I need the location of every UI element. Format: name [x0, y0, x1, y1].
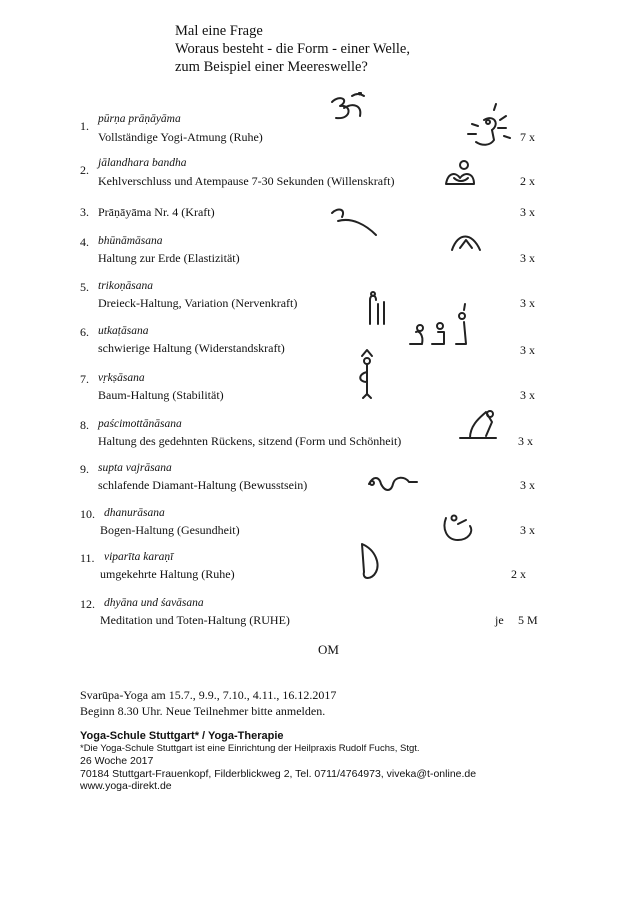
exercise-number: 10. [80, 507, 95, 521]
exercise-number: 9. [80, 462, 89, 476]
bow-figure-icon [440, 512, 480, 546]
exercise-sanskrit: vṛkṣāsana [98, 372, 145, 384]
exercise-sanskrit: utkaṭāsana [98, 325, 149, 337]
exercise-repetitions: 3 x [520, 478, 535, 492]
seated-breathing-figure-icon [454, 100, 520, 160]
exercise-german: umgekehrte Haltung (Ruhe) [100, 567, 235, 581]
seated-figure-icon [440, 158, 480, 190]
exercise-repetitions: 3 x [520, 388, 535, 402]
course-dates-line-1: Svarūpa-Yoga am 15.7., 9.9., 7.10., 4.11., 16.12.2017 [80, 688, 337, 702]
exercise-sanskrit: paścimottānāsana [98, 418, 182, 430]
exercise-repetitions: 3 x [520, 251, 535, 265]
exercise-number: 3. [80, 205, 89, 219]
exercise-german: Bogen-Haltung (Gesundheit) [100, 523, 240, 537]
bending-figure-icon [328, 205, 380, 239]
footer-address: 70184 Stuttgart-Frauenkopf, Filderblickweg 2, Tel. 0711/4764973, viveka@t-online.de [80, 767, 477, 780]
exercise-repetitions: 3 x [520, 296, 535, 310]
exercise-repetitions: 3 x [520, 205, 535, 219]
intro-line-3: zum Beispiel einer Meereswelle? [175, 59, 368, 75]
inverted-figure-icon [356, 540, 386, 584]
exercise-german: Meditation und Toten-Haltung (RUHE) [100, 613, 290, 627]
exercise-german: Dreieck-Haltung, Variation (Nervenkraft) [98, 296, 298, 310]
exercise-sanskrit: trikoṇāsana [98, 280, 153, 292]
footer-website: www.yoga-direkt.de [80, 780, 172, 793]
exercise-german: Baum-Haltung (Stabilität) [98, 388, 224, 402]
exercise-sanskrit: pūrṇa prāṇāyāma [98, 113, 181, 125]
exercise-repetitions: 3 x [520, 343, 535, 357]
exercise-number: 2. [80, 163, 89, 177]
exercise-sanskrit: supta vajrāsana [98, 462, 172, 474]
exercise-number: 8. [80, 418, 89, 432]
standing-figure-icon [364, 290, 390, 326]
exercise-number: 7. [80, 372, 89, 386]
course-dates [80, 687, 336, 719]
om-closing-word: OM [318, 642, 339, 657]
exercise-number: 6. [80, 325, 89, 339]
exercise-repetitions: 2 x [511, 567, 526, 581]
exercise-repetitions: 2 x [520, 174, 535, 188]
exercise-german: Haltung des gedehnten Rückens, sitzend (Form und Schönheit) [98, 434, 402, 448]
exercise-repetitions: 5 M [518, 613, 538, 627]
arch-figure-icon [448, 230, 484, 254]
tree-figure-icon [352, 348, 382, 402]
exercise-german: Prāṇāyāma Nr. 4 (Kraft) [98, 205, 215, 219]
intro-question [175, 22, 410, 76]
exercise-repetitions: 3 x [518, 434, 533, 448]
exercise-german: Haltung zur Erde (Elastizität) [98, 251, 240, 265]
exercise-repetitions-prefix: je [495, 613, 504, 627]
intro-line-2: Woraus besteht - die Form - einer Welle, [175, 41, 410, 57]
exercise-sanskrit: jālandhara bandha [98, 157, 187, 169]
exercise-sanskrit: bhūnāmāsana [98, 235, 163, 247]
exercise-repetitions: 3 x [520, 523, 535, 537]
exercise-german: schlafende Diamant-Haltung (Bewusstsein) [98, 478, 308, 492]
forward-bend-figure-icon [456, 404, 500, 444]
exercise-sanskrit: dhyāna und śavāsana [104, 597, 204, 609]
exercise-repetitions: 7 x [520, 130, 535, 144]
exercise-sanskrit: dhanurāsana [104, 507, 165, 519]
footer-title: Yoga-Schule Stuttgart* / Yoga-Therapie [80, 730, 284, 742]
exercise-number: 12. [80, 597, 95, 611]
exercise-number: 1. [80, 119, 89, 133]
exercise-number: 5. [80, 280, 89, 294]
om-symbol-icon [326, 92, 370, 126]
footer-note: *Die Yoga-Schule Stuttgart ist eine Einrichtung der Heilpraxis Rudolf Fuchs, Stgt. [80, 742, 420, 754]
exercise-german: Vollständige Yogi-Atmung (Ruhe) [98, 130, 263, 144]
course-dates-line-2: Beginn 8.30 Uhr. Neue Teilnehmer bitte anmelden. [80, 704, 326, 718]
intro-line-1: Mal eine Frage [175, 23, 263, 39]
reclining-figure-icon [365, 472, 421, 494]
footer-week: 26 Woche 2017 [80, 755, 154, 768]
exercise-number: 4. [80, 235, 89, 249]
exercise-german: schwierige Haltung (Widerstandskraft) [98, 341, 285, 355]
exercise-sanskrit: viparīta karaṇī [104, 551, 174, 563]
exercise-number: 11. [80, 551, 95, 565]
exercise-german: Kehlverschluss und Atempause 7-30 Sekunden (Willenskraft) [98, 174, 395, 188]
footer [80, 730, 476, 793]
squat-sequence-figure-icon [404, 302, 474, 350]
